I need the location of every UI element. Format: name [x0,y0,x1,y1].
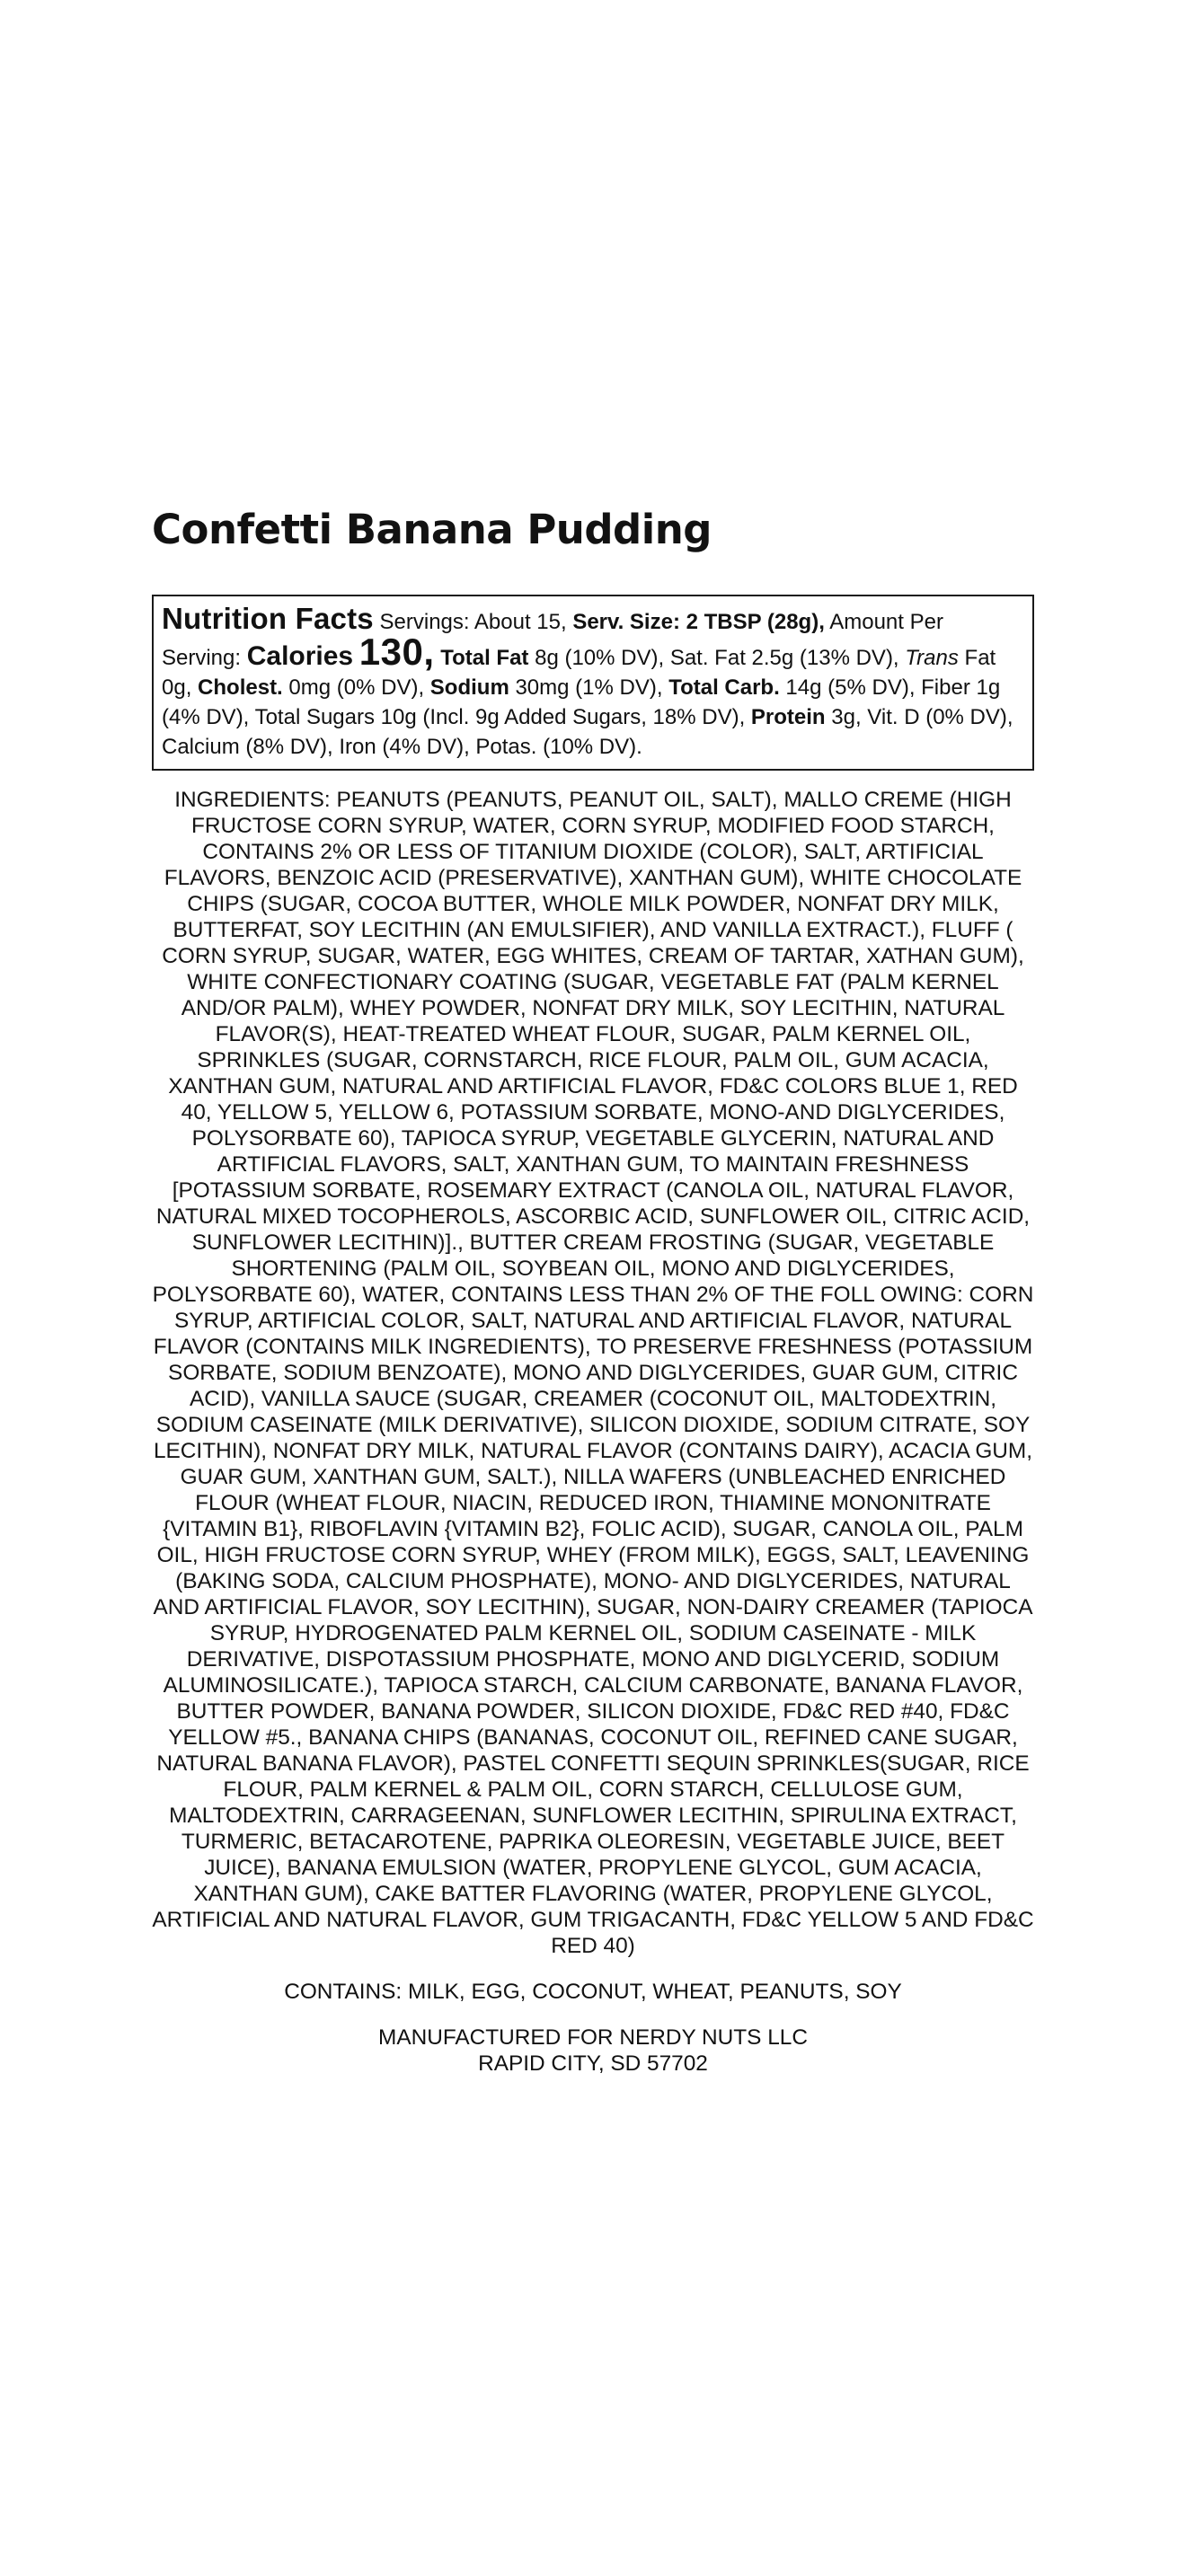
nutrition-facts-panel [152,595,1034,771]
servings-text: Servings: About 15, [379,610,567,634]
trans-fat-value: Fat 0g, [162,646,996,700]
total-carb-value: 14g (5% DV), Fiber 1g (4% DV), Total Sugars 10g (Incl. 9g Added Sugars, 18% DV), [162,675,1001,729]
protein-label: Protein [750,705,826,729]
sodium-label: Sodium [429,675,509,700]
allergen-statement: CONTAINS: MILK, EGG, COCONUT, WHEAT, PEANUTS, SOY [284,1980,902,2004]
calories-label: Calories [246,641,354,671]
manufacturer-name: MANUFACTURED FOR NERDY NUTS LLC [378,2025,808,2050]
total-fat-value: 8g (10% DV), Sat. Fat 2.5g (13% DV), [535,646,899,670]
product-title: Confetti Banana Pudding [152,506,712,553]
cholesterol-label: Cholest. [198,675,283,700]
serving-size-text: Serv. Size: 2 TBSP (28g), [572,610,825,634]
protein-value: 3g, Vit. D (0% DV), Calcium (8% DV), Iron (4% DV), Potas. (10% DV). [162,705,1013,759]
trans-fat-label: Trans [905,646,959,670]
nutrition-facts-heading: Nutrition Facts [162,602,374,635]
ingredients-text: INGREDIENTS: PEANUTS (PEANUTS, PEANUT OIL, SALT), MALLO CREME (HIGH FRUCTOSE CORN SYRUP, WATER, CORN SYRUP, MODIFIED FOOD STARCH, CONTAINS 2% OR LESS OF TITANIUM DIOXIDE (COLOR), SALT, ARTIFICIAL FLAVORS, BENZOIC ACID (PRESERVATIVE), XANTHAN GUM), WHITE CHOCOLATE CHIPS (SUGAR, COCOA BUTTER, WHOLE MILK POWDER, NONFAT DRY MILK, BUTTERFAT, SOY LECITHIN (AN EMULSIFIER), AND VANILLA EXTRACT.), FLUFF ( CORN SYRUP, SUGAR, WATER, EGG WHITES, CREAM OF TARTAR, XATHAN GUM), WHITE CONFECTIONARY COATING (SUGAR, VEGETABLE FAT (PALM KERNEL AND/OR PALM), WHEY POWDER, NONFAT DRY MILK, SOY LECITHIN, NATURAL FLAVOR(S), HEAT-TREATED WHEAT FLOUR, SUGAR, PALM KERNEL OIL, SPRINKLES (SUGAR, CORNSTARCH, RICE FLOUR, PALM OIL, GUM ACACIA, XANTHAN GUM, NATURAL AND ARTIFICIAL FLAVOR, FD&C COLORS BLUE 1, RED 40, YELLOW 5, YELLOW 6, POTASSIUM SORBATE, MONO-AND DIGLYCERIDES, POLYSORBATE 60), TAPIOCA SYRUP, VEGETABLE GLYCERIN, NATURAL AND ARTIFICIAL FLAVORS, SALT, XANTHAN GUM, TO MAINTAIN FRESHNESS [POTASSIUM SORBATE, ROSEMARY EXTRACT (CANOLA OIL, NATURAL FLAVOR, NATURAL MIXED TOCOPHEROLS, ASCORBIC ACID, SUNFLOWER OIL, CITRIC ACID, SUNFLOWER LECITHIN)]., BUTTER CREAM FROSTING (SUGAR, VEGETABLE SHORTENING (PALM OIL, SOYBEAN OIL, MONO AND DIGLYCERIDES, POLYSORBATE 60), WATER, CONTAINS LESS THAN 2% OF THE FOLL OWING: CORN SYRUP, ARTIFICIAL COLOR, SALT, NATURAL AND ARTIFICIAL FLAVOR, NATURAL FLAVOR (CONTAINS MILK INGREDIENTS), TO PRESERVE FRESHNESS (POTASSIUM SORBATE, SODIUM BENZOATE), MONO AND DIGLYCERIDES, GUAR GUM, CITRIC ACID), VANILLA SAUCE (SUGAR, CREAMER (COCONUT OIL, MALTODEXTRIN, SODIUM CASEINATE (MILK DERIVATIVE), SILICON DIOXIDE, SODIUM CITRATE, SOY LECITHIN), NONFAT DRY MILK, NATURAL FLAVOR (CONTAINS DAIRY), ACACIA GUM, GUAR GUM, XANTHAN GUM, SALT.), NILLA WAFERS (UNBLEACHED ENRICHED FLOUR (WHEAT FLOUR, NIACIN, REDUCED IRON, THIAMINE MONONITRATE {VITAMIN B1}, RIBOFLAVIN {VITAMIN B2}, FOLIC ACID), SUGAR, CANOLA OIL, PALM OIL, HIGH FRUCTOSE CORN SYRUP, WHEY (FROM MILK), EGGS, SALT, LEAVENING (BAKING SODA, CALCIUM PHOSPHATE), MONO- AND DIGLYCERIDES, NATURAL AND ARTIFICIAL FLAVOR, SOY LECITHIN), SUGAR, NON-DAIRY CREAMER (TAPIOCA SYRUP, HYDROGENATED PALM KERNEL OIL, SODIUM CASEINATE - MILK DERIVATIVE, DISPOTASSIUM PHOSPHATE, MONO AND DIGLYCERID, SODIUM ALUMINOSILICATE.), TAPIOCA STARCH, CALCIUM CARBONATE, BANANA FLAVOR, BUTTER POWDER, BANANA POWDER, SILICON DIOXIDE, FD&C RED #40, FD&C YELLOW #5., BANANA CHIPS (BANANAS, COCONUT OIL, REFINED CANE SUGAR, NATURAL BANANA FLAVOR), PASTEL CONFETTI SEQUIN SPRINKLES(SUGAR, RICE FLOUR, PALM KERNEL & PALM OIL, CORN STARCH, CELLULOSE GUM, MALTODEXTRIN, CARRAGEENAN, SUNFLOWER LECITHIN, SPIRULINA EXTRACT, TURMERIC, BETACAROTENE, PAPRIKA OLEORESIN, VEGETABLE JUICE, BEET JUICE), BANANA EMULSION (WATER, PROPYLENE GLYCOL, GUM ACACIA, XANTHAN GUM), CAKE BATTER FLAVORING (WATER, PROPYLENE GLYCOL, ARTIFICIAL AND NATURAL FLAVOR, GUM TRIGACANTH, FD&C YELLOW 5 AND FD&C RED 40) [152,788,1034,1958]
calories-value: 130, [358,631,435,673]
amount-text: Amount [829,610,904,634]
manufacturer-info [152,2025,1034,2077]
manufacturer-address: RAPID CITY, SD 57702 [478,2051,708,2076]
label-page [152,503,1034,2077]
cholesterol-value: 0mg (0% DV), [288,675,425,700]
total-fat-label: Total Fat [440,646,529,670]
total-carb-label: Total Carb. [668,675,780,700]
sodium-value: 30mg (1% DV), [515,675,663,700]
per-serving-text: Per Serving: [162,610,943,670]
